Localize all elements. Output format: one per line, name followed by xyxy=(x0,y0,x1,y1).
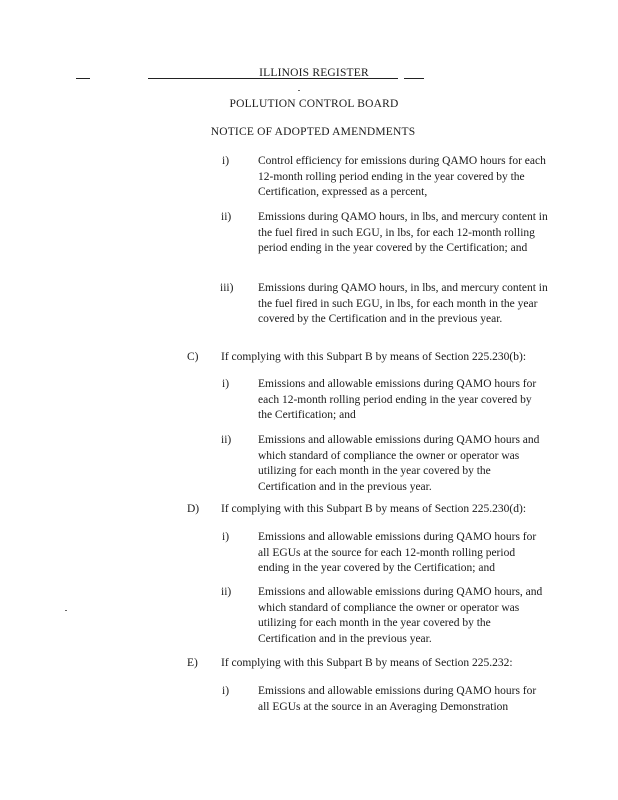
item-marker: i) xyxy=(222,685,230,697)
item-marker: ii) xyxy=(221,434,232,446)
item-marker: ii) xyxy=(221,586,232,598)
section-text: If complying with this Subpart B by means of Section 225.230(d): xyxy=(221,503,527,515)
register-title: ILLINOIS REGISTER xyxy=(259,67,369,79)
board-title: POLLUTION CONTROL BOARD xyxy=(229,98,399,110)
item-marker: i) xyxy=(222,531,230,543)
notice-title: NOTICE OF ADOPTED AMENDMENTS xyxy=(210,126,416,138)
item-marker: iii) xyxy=(220,282,234,294)
item-marker: ii) xyxy=(221,211,232,223)
item-text: Emissions and allowable emissions during QAMO hours for each 12-month rolling period ending in the year covered by the Certification; and xyxy=(258,378,537,421)
section-marker: D) xyxy=(187,503,200,515)
item-marker: i) xyxy=(222,155,230,167)
section-text: If complying with this Subpart B by means of Section 225.230(b): xyxy=(221,351,527,363)
item-text: Control efficiency for emissions during QAMO hours for each 12-month rolling period ending in the year covered by the Certification, expressed as a percent, xyxy=(258,155,546,198)
item-text: Emissions and allowable emissions during QAMO hours and which standard of compliance the owner or operator was utilizing for each month in the year covered by the Certification and in the previous year. xyxy=(258,434,540,493)
item-text: Emissions and allowable emissions during QAMO hours for all EGUs at the source in an Averaging Demonstration xyxy=(258,685,537,713)
item-text: Emissions during QAMO hours, in lbs, and mercury content in the fuel fired in such EGU, in lbs, for each month in the year covered by the Certification and in the previous year. xyxy=(258,282,548,325)
item-text: Emissions and allowable emissions during QAMO hours, and which standard of compliance the owner or operator was utilizing for each month in the year covered by the Certification and in the previous year. xyxy=(258,586,543,645)
item-text: Emissions and allowable emissions during QAMO hours for all EGUs at the source for each 12-month rolling period ending in the year covered by the Certification; and xyxy=(258,531,537,574)
scan-speck xyxy=(65,610,67,611)
section-marker: E) xyxy=(187,657,198,669)
item-text: Emissions during QAMO hours, in lbs, and mercury content in the fuel fired in such EGU, in lbs, for each 12-month rolling period ending in the year covered by the Certification; and xyxy=(258,211,548,254)
scan-speck xyxy=(298,90,300,91)
item-marker: i) xyxy=(222,378,230,390)
section-text: If complying with this Subpart B by means of Section 225.232: xyxy=(221,657,513,669)
section-marker: C) xyxy=(187,351,199,363)
